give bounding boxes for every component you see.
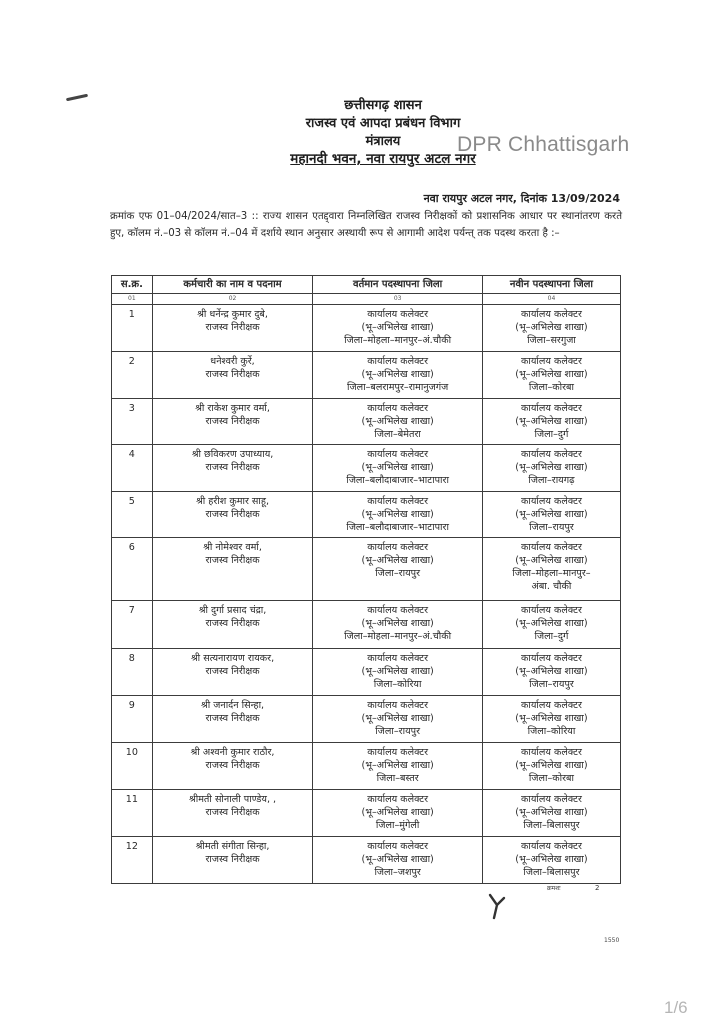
new-posting-cell-line: कार्यालय कलेक्टर (521, 841, 582, 852)
new-posting-cell-line: (भू–अभिलेख शाखा) (515, 369, 588, 380)
current-posting-cell-line: (भू–अभिलेख शाखा) (361, 666, 434, 677)
employee-name-cell (152, 305, 313, 352)
current-posting-cell (313, 743, 483, 790)
place-date-line: नवा रायपुर अटल नगर, दिनांक 13/09/2024 (423, 192, 620, 205)
new-posting-cell-line: (भू–अभिलेख शाखा) (515, 618, 588, 629)
employee-name-cell-line: श्री अश्वनी कुमार राठौर, (190, 747, 275, 758)
current-posting-cell-line: (भू–अभिलेख शाखा) (361, 509, 434, 520)
serial-number-cell: 1 (112, 305, 153, 352)
new-posting-cell-line: जिला–रायपुर (529, 522, 574, 533)
header-new-posting: नवीन पदस्थापना जिला (482, 276, 620, 294)
new-posting-cell-line: (भू–अभिलेख शाखा) (515, 555, 588, 566)
new-posting-cell (482, 305, 620, 352)
new-posting-cell-line: जिला–कोरबा (528, 773, 575, 784)
current-posting-cell (313, 492, 483, 538)
header-department: राजस्व एवं आपदा प्रबंधन विभाग (305, 116, 461, 131)
continued-label: क्रमशः (547, 885, 561, 892)
current-posting-cell (313, 305, 483, 352)
current-posting-cell-line: कार्यालय कलेक्टर (367, 794, 429, 805)
current-posting-cell-line: जिला–मुंगेली (375, 820, 420, 831)
employee-name-cell-line: राजस्व निरीक्षक (205, 807, 260, 818)
new-posting-cell-line: जिला–सरगुजा (527, 335, 576, 346)
new-posting-cell-line: कार्यालय कलेक्टर (521, 653, 582, 664)
new-posting-cell-line: जिला–कोरबा (528, 382, 575, 393)
employee-name-cell-line: राजस्व निरीक्षक (205, 666, 260, 677)
new-posting-cell-line: जिला–मोहला–मानपुर– (512, 568, 591, 579)
new-posting-cell-line: अंबा. चौकी (531, 581, 572, 592)
transfer-table (111, 275, 621, 884)
current-posting-cell-line: कार्यालय कलेक्टर (367, 403, 429, 414)
header-serial: स.क्र. (112, 276, 153, 294)
employee-name-cell-line: श्री हरीश कुमार साहू, (195, 496, 270, 507)
column-number: 03 (313, 294, 483, 305)
table-row (112, 352, 621, 399)
employee-name-cell-line: राजस्व निरीक्षक (205, 618, 260, 629)
serial-number-cell: 9 (112, 696, 153, 743)
employee-name-cell-line: श्रीमती संगीता सिन्हा, (195, 841, 270, 852)
new-posting-cell (482, 399, 620, 445)
current-posting-cell-line: (भू–अभिलेख शाखा) (361, 854, 434, 865)
serial-number-cell: 8 (112, 649, 153, 696)
footer-code: 1550 (604, 937, 620, 944)
employee-name-cell-line: श्री दुर्गा प्रसाद चंद्रा, (198, 605, 267, 616)
new-posting-cell-line: कार्यालय कलेक्टर (521, 700, 582, 711)
new-posting-cell (482, 445, 620, 492)
current-posting-cell-line: जिला–रायपुर (375, 726, 421, 737)
serial-number-cell: 11 (112, 790, 153, 837)
header-ministry: मंत्रालय (365, 134, 401, 149)
watermark: DPR Chhattisgarh (457, 133, 630, 156)
employee-name-cell-line: राजस्व निरीक्षक (205, 322, 260, 333)
page-counter: 1/6 (664, 998, 688, 1017)
serial-number-cell: 2 (112, 352, 153, 399)
current-posting-cell-line: जिला–जशपुर (374, 867, 421, 878)
table-row (112, 837, 621, 884)
new-posting-cell-line: कार्यालय कलेक्टर (521, 605, 582, 616)
current-posting-cell (313, 649, 483, 696)
header-government: छत्तीसगढ़ शासन (344, 98, 422, 113)
current-posting-cell-line: (भू–अभिलेख शाखा) (361, 369, 434, 380)
current-posting-cell-line: जिला–बस्तर (376, 773, 419, 784)
table-row (112, 696, 621, 743)
current-posting-cell-line: कार्यालय कलेक्टर (367, 496, 429, 507)
new-posting-cell (482, 743, 620, 790)
current-posting-cell-line: कार्यालय कलेक्टर (367, 841, 429, 852)
employee-name-cell-line: श्री राकेश कुमार वर्मा, (195, 403, 270, 414)
serial-number-cell: 5 (112, 492, 153, 538)
current-posting-cell-line: कार्यालय कलेक्टर (367, 653, 429, 664)
current-posting-cell (313, 538, 483, 601)
current-posting-cell-line: जिला–बलौदाबाजार–भाटापारा (346, 475, 449, 486)
column-number: 02 (152, 294, 313, 305)
employee-name-cell (152, 790, 313, 837)
table-header-row (112, 276, 621, 294)
new-posting-cell (482, 601, 620, 649)
new-posting-cell-line: (भू–अभिलेख शाखा) (515, 666, 588, 677)
current-posting-cell-line: (भू–अभिलेख शाखा) (361, 462, 434, 473)
current-posting-cell-line: (भू–अभिलेख शाखा) (361, 618, 434, 629)
current-posting-cell-line: कार्यालय कलेक्टर (367, 542, 429, 553)
employee-name-cell-line: राजस्व निरीक्षक (205, 713, 260, 724)
serial-number-cell: 6 (112, 538, 153, 601)
current-posting-cell (313, 696, 483, 743)
table-row (112, 492, 621, 538)
employee-name-cell-line: राजस्व निरीक्षक (205, 760, 260, 771)
new-posting-cell-line: कार्यालय कलेक्टर (521, 403, 582, 414)
new-posting-cell-line: जिला–रायपुर (529, 679, 574, 690)
current-posting-cell (313, 399, 483, 445)
employee-name-cell-line: श्रीमती सोनाली पाण्डेय, , (188, 794, 277, 805)
employee-name-cell-line: राजस्व निरीक्षक (205, 555, 260, 566)
current-posting-cell-line: (भू–अभिलेख शाखा) (361, 416, 434, 427)
new-posting-cell (482, 837, 620, 884)
current-posting-cell (313, 601, 483, 649)
employee-name-cell (152, 538, 313, 601)
serial-number-cell: 12 (112, 837, 153, 884)
new-posting-cell-line: जिला–दुर्ग (534, 631, 569, 642)
new-posting-cell (482, 492, 620, 538)
employee-name-cell-line: राजस्व निरीक्षक (205, 369, 260, 380)
header-employee-name: कर्मचारी का नाम व पदनाम (152, 276, 313, 294)
new-posting-cell-line: जिला–बिलासपुर (523, 867, 580, 878)
header-address: महानदी भवन, नवा रायपुर अटल नगर (290, 151, 476, 167)
current-posting-cell (313, 352, 483, 399)
current-posting-cell-line: जिला–मोहला–मानपुर–अं.चौकी (344, 631, 452, 642)
current-posting-cell-line: जिला–रायपुर (375, 568, 421, 579)
serial-number-cell: 10 (112, 743, 153, 790)
employee-name-cell (152, 649, 313, 696)
new-posting-cell-line: जिला–कोरिया (527, 726, 576, 737)
current-posting-cell-line: कार्यालय कलेक्टर (367, 449, 429, 460)
current-posting-cell-line: जिला–बलौदाबाजार–भाटापारा (346, 522, 449, 533)
column-number-row (112, 294, 621, 305)
employee-name-cell-line: श्री धर्नेन्द्र कुमार दुबे, (197, 309, 268, 320)
current-posting-cell-line: जिला–बेमेतरा (374, 429, 421, 440)
serial-number-cell: 4 (112, 445, 153, 492)
employee-name-cell-line: श्री छविकरण उपाध्याय, (191, 449, 274, 460)
current-posting-cell-line: जिला–कोरिया (373, 679, 422, 690)
table-row (112, 790, 621, 837)
new-posting-cell-line: कार्यालय कलेक्टर (521, 542, 582, 553)
new-posting-cell-line: कार्यालय कलेक्टर (521, 496, 582, 507)
new-posting-cell-line: (भू–अभिलेख शाखा) (515, 854, 588, 865)
new-posting-cell (482, 790, 620, 837)
employee-name-cell (152, 601, 313, 649)
current-posting-cell (313, 445, 483, 492)
current-posting-cell-line: (भू–अभिलेख शाखा) (361, 713, 434, 724)
current-posting-cell-line: कार्यालय कलेक्टर (367, 309, 429, 320)
table-row (112, 399, 621, 445)
employee-name-cell (152, 743, 313, 790)
continued-page-number: 2 (595, 884, 600, 892)
new-posting-cell-line: (भू–अभिलेख शाखा) (515, 462, 588, 473)
employee-name-cell (152, 696, 313, 743)
employee-name-cell (152, 399, 313, 445)
employee-name-cell-line: राजस्व निरीक्षक (205, 416, 260, 427)
current-posting-cell (313, 790, 483, 837)
table-row (112, 649, 621, 696)
employee-name-cell-line: राजस्व निरीक्षक (205, 509, 260, 520)
new-posting-cell (482, 538, 620, 601)
employee-name-cell-line: धनेश्वरी कुर्रे, (210, 356, 255, 367)
employee-name-cell-line: श्री नोमेश्वर वर्मा, (203, 542, 262, 553)
employee-name-cell (152, 445, 313, 492)
new-posting-cell (482, 352, 620, 399)
current-posting-cell-line: कार्यालय कलेक्टर (367, 605, 429, 616)
current-posting-cell-line: जिला–बलरामपुर–रामानुजगंज (347, 382, 449, 393)
new-posting-cell-line: (भू–अभिलेख शाखा) (515, 760, 588, 771)
employee-name-cell (152, 837, 313, 884)
employee-name-cell (152, 492, 313, 538)
serial-number-cell: 3 (112, 399, 153, 445)
current-posting-cell-line: (भू–अभिलेख शाखा) (361, 555, 434, 566)
new-posting-cell (482, 696, 620, 743)
new-posting-cell-line: जिला–बिलासपुर (523, 820, 580, 831)
current-posting-cell-line: (भू–अभिलेख शाखा) (361, 807, 434, 818)
new-posting-cell-line: (भू–अभिलेख शाखा) (515, 416, 588, 427)
employee-name-cell (152, 352, 313, 399)
new-posting-cell-line: (भू–अभिलेख शाखा) (515, 509, 588, 520)
table-row (112, 445, 621, 492)
new-posting-cell-line: कार्यालय कलेक्टर (521, 309, 582, 320)
table-row (112, 743, 621, 790)
table-row (112, 305, 621, 352)
column-number: 04 (482, 294, 620, 305)
current-posting-cell (313, 837, 483, 884)
table-row (112, 538, 621, 601)
new-posting-cell-line: कार्यालय कलेक्टर (521, 356, 582, 367)
new-posting-cell-line: जिला–दुर्ग (534, 429, 569, 440)
new-posting-cell-line: जिला–रायगढ़ (528, 475, 575, 486)
employee-name-cell-line: राजस्व निरीक्षक (205, 854, 260, 865)
employee-name-cell-line: श्री सत्यनारायण रायकर, (190, 653, 275, 664)
current-posting-cell-line: कार्यालय कलेक्टर (367, 700, 429, 711)
employee-name-cell-line: श्री जनार्दन सिन्हा, (200, 700, 265, 711)
table-body (112, 305, 621, 884)
new-posting-cell-line: कार्यालय कलेक्टर (521, 747, 582, 758)
header-current-posting: वर्तमान पदस्थापना जिला (313, 276, 483, 294)
new-posting-cell-line: (भू–अभिलेख शाखा) (515, 807, 588, 818)
column-number: 01 (112, 294, 153, 305)
new-posting-cell-line: (भू–अभिलेख शाखा) (515, 713, 588, 724)
employee-name-cell-line: राजस्व निरीक्षक (205, 462, 260, 473)
table-row (112, 601, 621, 649)
current-posting-cell-line: कार्यालय कलेक्टर (367, 356, 429, 367)
serial-number-cell: 7 (112, 601, 153, 649)
new-posting-cell-line: कार्यालय कलेक्टर (521, 449, 582, 460)
current-posting-cell-line: कार्यालय कलेक्टर (367, 747, 429, 758)
current-posting-cell-line: (भू–अभिलेख शाखा) (361, 322, 434, 333)
new-posting-cell-line: कार्यालय कलेक्टर (521, 794, 582, 805)
current-posting-cell-line: (भू–अभिलेख शाखा) (361, 760, 434, 771)
order-paragraph: क्रमांक एफ 01–04/2024/सात–3 :: राज्य शासन एतद्द्वारा निम्नलिखित राजस्व निरीक्षकों को प्रशासनिक आधार पर स्थानांतरण करते हुए, कॉलम नं.–03 से कॉलम नं.–04 में दर्शाये स्थान अनुसार अस्थायी रूप से आगामी आदेश पर्यन्त् तक पदस्थ करता है :– (110, 211, 622, 239)
signature-icon (486, 892, 508, 922)
new-posting-cell-line: (भू–अभिलेख शाखा) (515, 322, 588, 333)
new-posting-cell (482, 649, 620, 696)
current-posting-cell-line: जिला–मोहला–मानपुर–अं.चौकी (344, 335, 452, 346)
